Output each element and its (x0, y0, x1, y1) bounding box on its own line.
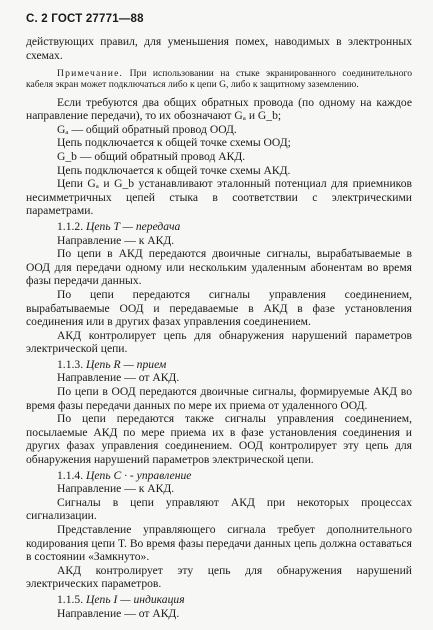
section-title: Цепь C · - управление (86, 468, 192, 482)
paragraph: действующих правил, для уменьшения помех, наводимых в электронных схемах. (26, 35, 412, 62)
section-heading (26, 469, 412, 483)
paragraph: Цепь подключается к общей точке схемы ООД; (57, 136, 291, 150)
paragraph: По цепи передаются сигналы управления соединением, вырабатываемые ООД и передаваемые в АКД в фазе установления соединения или в других фазах управления соединением. (26, 287, 412, 329)
section-number: 1.1.2. (57, 219, 84, 233)
note-label: Примечание. (57, 68, 124, 80)
section-heading (26, 593, 412, 607)
section-number: 1.1.5. (57, 592, 84, 606)
paragraph: АКД контролирует эту цепь для обнаружения нарушений электрических параметров. (26, 563, 412, 591)
section-number: 1.1.4. (57, 468, 84, 482)
paragraph: АКД контролирует цепь для обнаружения нарушений параметров электрической цепи. (26, 328, 412, 356)
document-body (26, 35, 412, 620)
paragraph: Цепь подключается к общей точке схемы АКД. (57, 163, 291, 177)
paragraph: Цепи Gₐ и G_b устанавливают эталонный потенциал для приемников несимметричных цепей стыка в соответствии с электрическими параметрами. (26, 177, 412, 218)
section-title: Цепь I — индикация (86, 592, 185, 606)
direction-line: Направление — от АКД. (57, 371, 180, 385)
section-title: Цепь R — прием (86, 357, 167, 371)
page-header: С. 2 ГОСТ 27771—88 (26, 13, 144, 25)
direction-line: Направление — к АКД. (57, 233, 175, 247)
paragraph: По цепи в АКД передаются двоичные сигналы, вырабатываемые в ООД для передачи одному или нескольким удаленным абонентам во время фазы передачи данных. (26, 247, 412, 288)
paragraph: Представление управляющего сигнала требует дополнительного кодирования цепи Т. Во время фазы передачи данных цепь должна оставаться в состоянии «Замкнуто». (26, 523, 412, 564)
paragraph: Gₐ — общий обратный провод ООД. (57, 122, 237, 136)
paragraph: Если требуются два общих обратных провода (по одному на каждое направление передачи), то их обозначают Gₐ и G_b; (26, 95, 412, 123)
section-heading (26, 220, 412, 234)
note-text: При использовании на стыке экранированного соединительного кабеля экран может подключаться либо к цепи G, либо к защитному заземлению. (26, 68, 412, 91)
direction-line: Направление — от АКД. (57, 606, 180, 620)
direction-line: Направление — к АКД. (57, 482, 175, 496)
paragraph: Сигналы в цепи управляют АКД при некоторых процессах сигнализации. (26, 495, 412, 523)
section-number: 1.1.3. (57, 357, 84, 371)
section-title: Цепь T — передача (86, 219, 181, 233)
paragraph: G_b — общий обратный провод АКД. (57, 149, 246, 163)
paragraph: По цепи в ООД передаются двоичные сигналы, формируемые АКД во время фазы передачи данных по мере их приема от удаленного ООД. (26, 385, 412, 412)
note (26, 68, 412, 90)
paragraph: По цепи передаются также сигналы управления соединением, посылаемые АКД по мере приема их в фазе установления соединения и других фазах управления соединением. ООД контролирует эту цепь для обнаружения нарушений параметров электрической цепи. (26, 412, 412, 467)
section-heading (26, 358, 412, 372)
